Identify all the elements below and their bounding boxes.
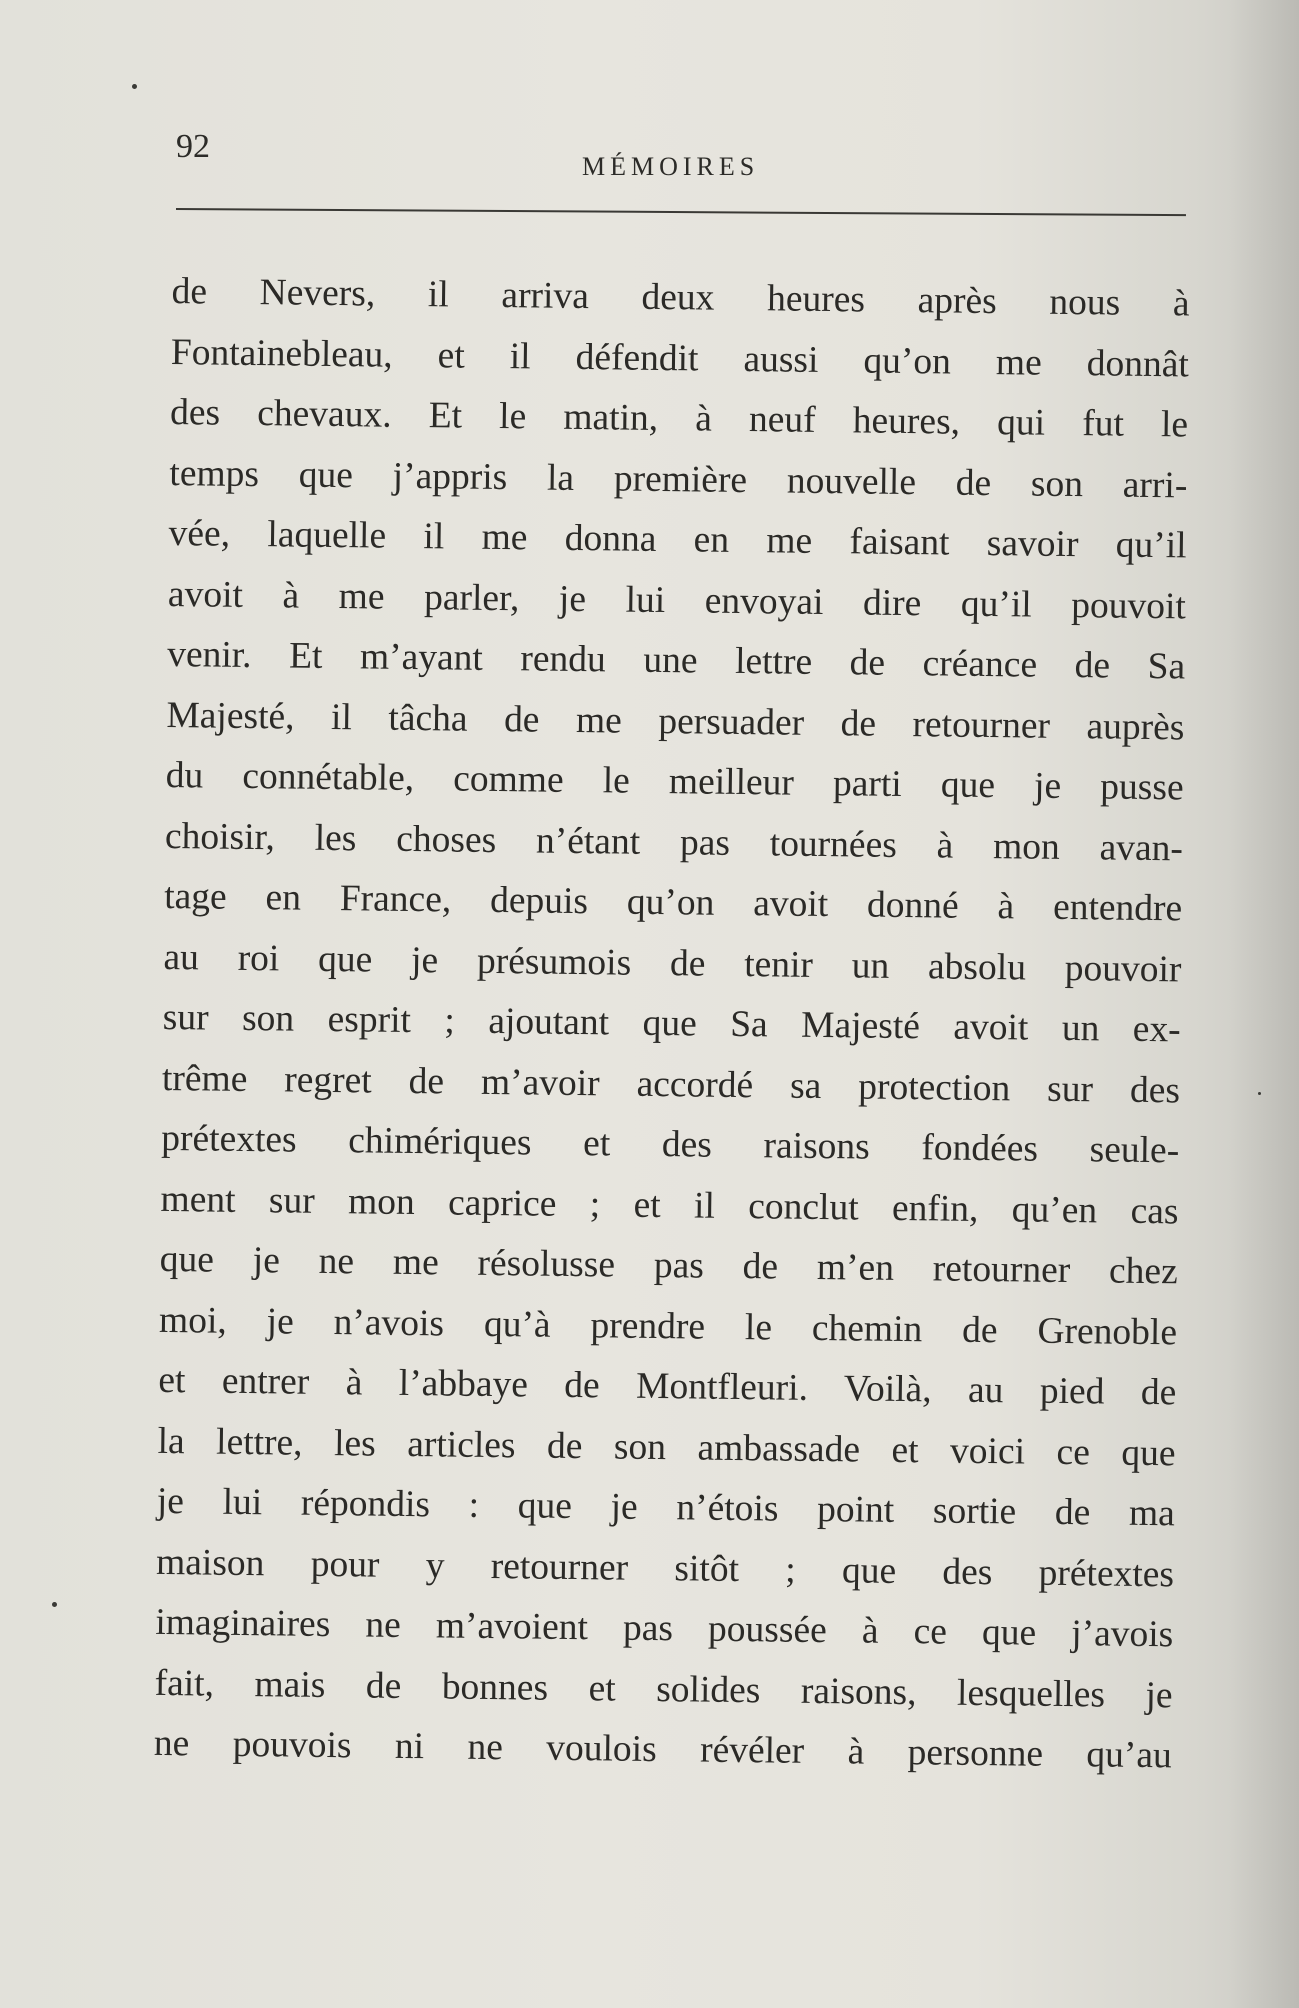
text-line: fait, mais de bonnes et solides raisons, lesquelles je [154,1662,1173,1716]
page-edge-shadow [1229,0,1299,2008]
text-line: vée, laquelle il me donna en me faisant savoir qu’il [168,512,1187,567]
text-line: que je ne me résolusse pas de m’en retourner chez [159,1238,1178,1293]
paper-speck [52,1602,57,1607]
text-line: venir. Et m’ayant rendu une lettre de créance de Sa [166,633,1186,688]
text-line: ne pouvois ni ne voulois révéler à personne qu’au [153,1722,1173,1777]
text-line: au roi que je présumois de tenir un absolu pouvoir [163,936,1182,990]
body-text [154,262,1190,1787]
text-line: imaginaires ne m’avoient pas poussée à ce que j’avois [155,1601,1174,1656]
running-title: MÉMOIRES [582,152,760,181]
header-rule [176,208,1186,216]
text-line: du connétable, comme le meilleur parti que je pusse [165,754,1184,809]
text-line: sur son esprit ; ajoutant que Sa Majesté avoit un ex- [162,996,1181,1051]
text-line: moi, je n’avois qu’à prendre le chemin de Grenoble [158,1299,1178,1353]
paper-speck [1258,1092,1261,1095]
text-line: des chevaux. Et le matin, à neuf heures, qui fut le [169,391,1189,446]
page-number: 92 [176,128,210,165]
text-line: de Nevers, il arriva deux heures après nous à [171,270,1190,325]
text-line: et entrer à l’abbaye de Montfleuri. Voilà, au pied de [158,1359,1177,1414]
text-line: la lettre, les articles de son ambassade et voici ce que [157,1420,1176,1474]
text-line: Majesté, il tâcha de me persuader de retourner auprès [166,694,1185,748]
text-line: maison pour y retourner sitôt ; que des prétextes [155,1541,1175,1595]
text-line: choisir, les choses n’étant pas tournées à mon avan- [164,815,1184,869]
paper-speck [132,84,137,89]
text-line: trême regret de m’avoir accordé sa protection sur des [161,1057,1181,1111]
text-line: je lui répondis : que je n’étois point sortie de ma [156,1480,1176,1535]
text-line: tage en France, depuis qu’on avoit donné à entendre [163,875,1183,930]
text-line: prétextes chimériques et des raisons fondées seule- [161,1117,1180,1172]
text-line: ment sur mon caprice ; et il conclut enfin, qu’en cas [160,1178,1179,1232]
text-line: avoit à me parler, je lui envoyai dire qu’il pouvoit [167,573,1187,627]
text-line: Fontainebleau, et il défendit aussi qu’on me donnât [170,331,1190,385]
text-line: temps que j’appris la première nouvelle de son arri- [169,452,1188,506]
